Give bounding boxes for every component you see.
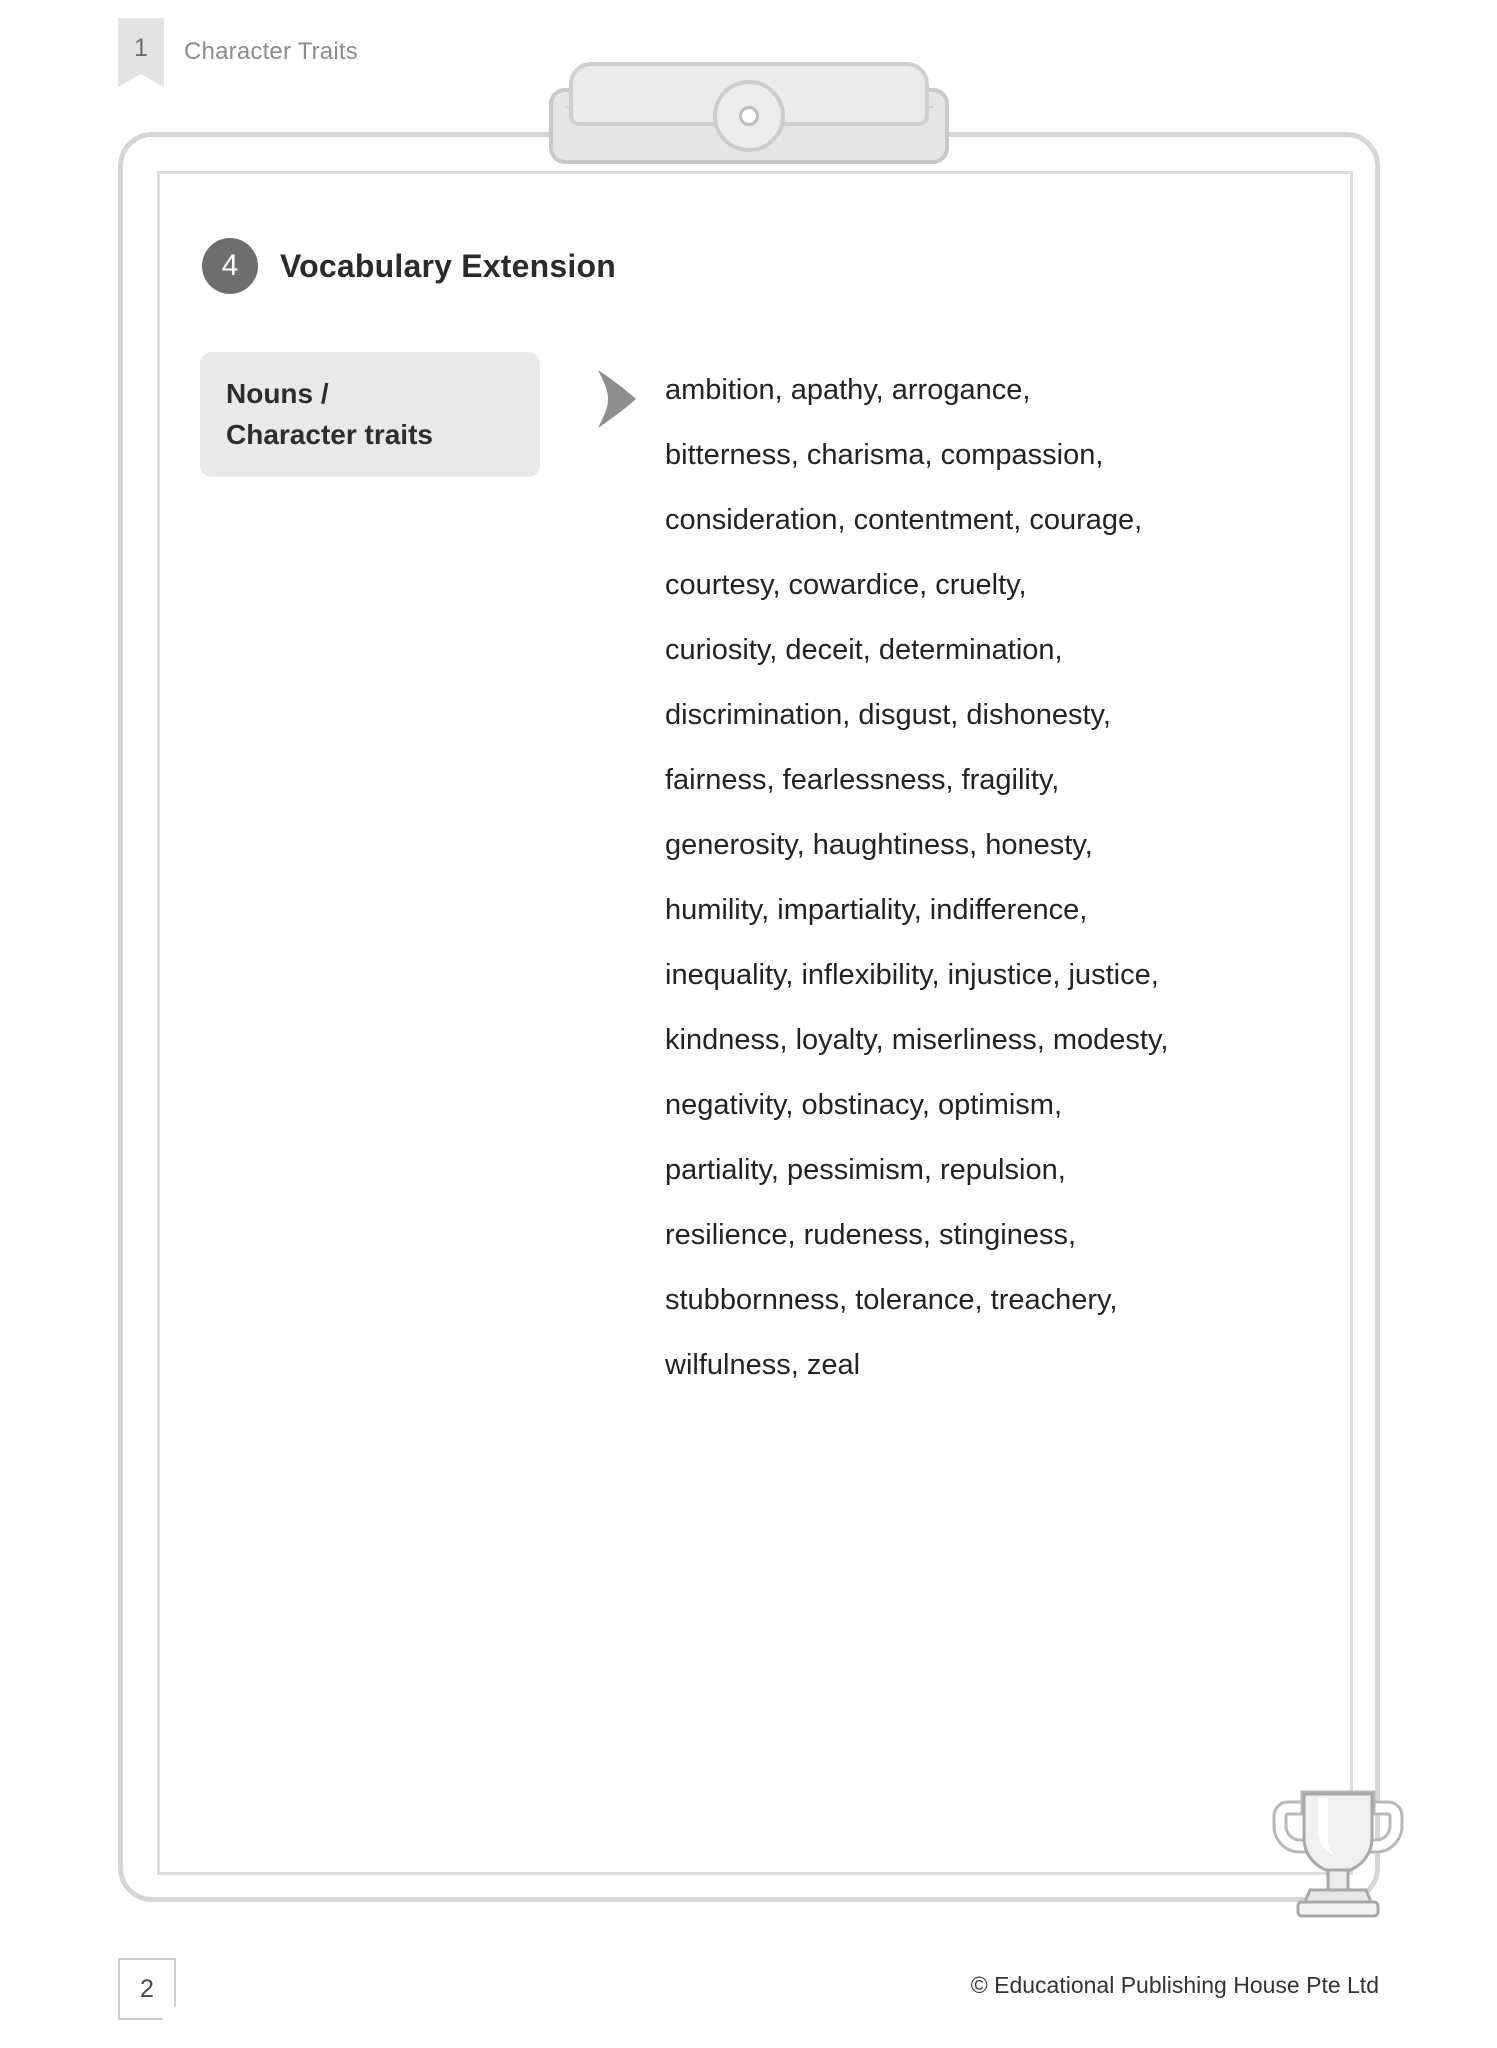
word-line: bitterness, charisma, compassion,: [665, 439, 1104, 471]
word-line: courtesy, cowardice, cruelty,: [665, 569, 1027, 601]
page-header: [118, 18, 358, 74]
chapter-title: Character Traits: [184, 38, 358, 65]
arrow-right-icon: [594, 368, 640, 435]
clip-knob-center: [739, 106, 759, 126]
word-line: negativity, obstinacy, optimism,: [665, 1089, 1063, 1121]
word-line: generosity, haughtiness, honesty,: [665, 829, 1093, 861]
word-line: inequality, inflexibility, injustice, justice,: [665, 959, 1159, 991]
copyright-notice: © Educational Publishing House Pte Ltd: [970, 1972, 1379, 1998]
word-line: partiality, pessimism, repulsion,: [665, 1154, 1066, 1186]
word-line: discrimination, disgust, dishonesty,: [665, 699, 1111, 731]
chapter-tab: [118, 18, 164, 74]
section-number-badge: 4: [202, 238, 258, 294]
page-number: 2: [140, 1975, 154, 2003]
vocabulary-word-list: [665, 358, 1325, 1398]
word-line: humility, impartiality, indifference,: [665, 894, 1088, 926]
chapter-number: 1: [134, 34, 148, 62]
page-number-box: [118, 1958, 176, 2020]
trophy-icon: [1258, 1770, 1418, 1935]
word-line: ambition, apathy, arrogance,: [665, 374, 1031, 406]
category-label-line-2: Character traits: [226, 418, 433, 450]
clipboard-clip-knob-icon: [713, 80, 785, 152]
category-label-box: [200, 352, 540, 477]
word-line: fairness, fearlessness, fragility,: [665, 764, 1060, 796]
word-line: stubbornness, tolerance, treachery,: [665, 1284, 1118, 1316]
section-title: Vocabulary Extension: [280, 247, 616, 284]
section-heading: [202, 238, 616, 294]
word-line: kindness, loyalty, miserliness, modesty,: [665, 1024, 1169, 1056]
word-line: consideration, contentment, courage,: [665, 504, 1143, 536]
word-line: curiosity, deceit, determination,: [665, 634, 1063, 666]
word-line: wilfulness, zeal: [665, 1349, 861, 1381]
word-line: resilience, rudeness, stinginess,: [665, 1219, 1077, 1251]
category-label-line-1: Nouns /: [226, 378, 329, 409]
